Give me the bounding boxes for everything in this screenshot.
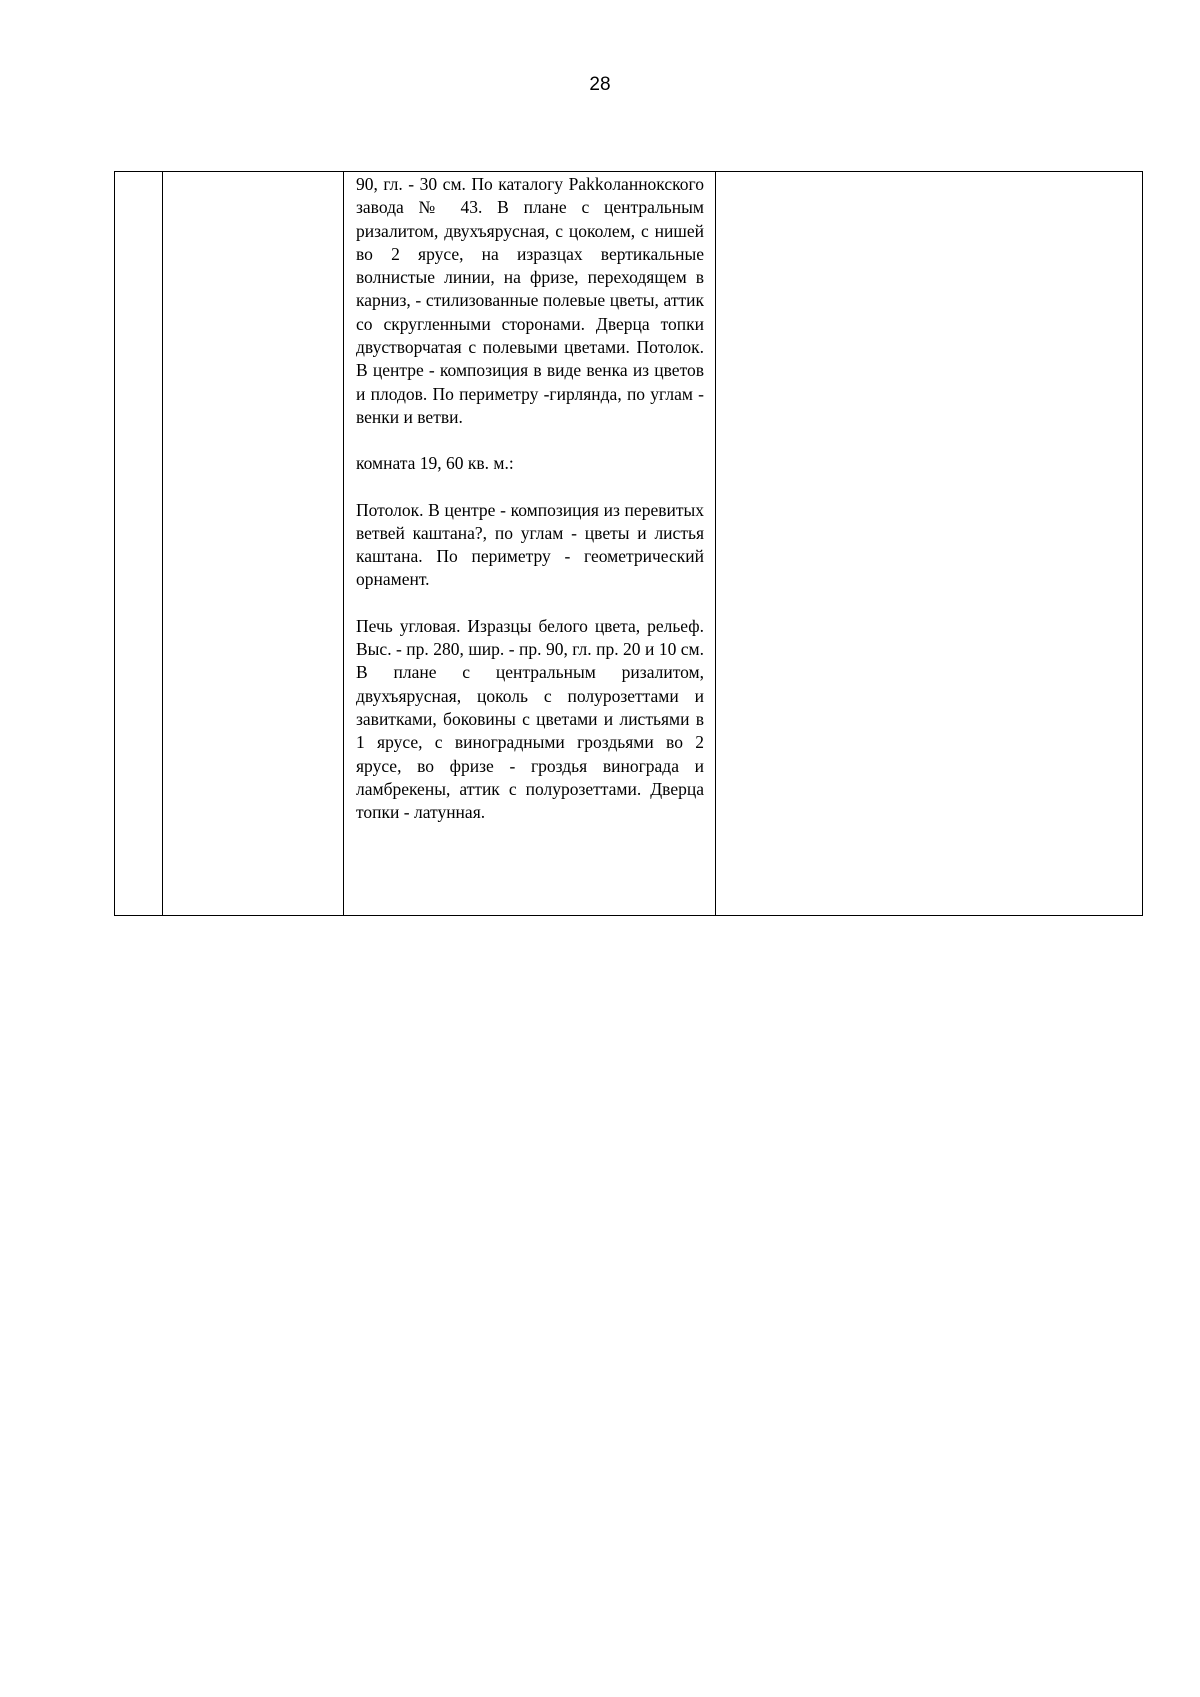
monument-description-table xyxy=(114,171,1143,916)
description-paragraph: Потолок. В центре - композиция из перевитых ветвей каштана?, по углам - цветы и листья каштана. По периметру - геометрический орнамент. xyxy=(356,499,704,590)
table-cell-name xyxy=(163,172,344,916)
table-cell-number xyxy=(115,172,163,916)
table-cell-notes xyxy=(716,172,1143,916)
table-cell-description xyxy=(344,172,716,916)
page-number: 28 xyxy=(589,74,611,95)
description-paragraph: комната 19, 60 кв. м.: xyxy=(356,453,514,474)
description-paragraph: 90, гл. - 30 см. По каталогу Рakkoланнокского завода № 43. В плане с центральным ризалитом, двухъярусная, с цоколем, с нишей во 2 ярусе, на изразцах вертикальные волнистые линии, на фризе, переходящем в карниз, - стилизованные полевые цветы, аттик со скругленными сторонами. Дверца топки двустворчатая с полевыми цветами. Потолок. В центре - композиция в виде венка из цветов и плодов. По периметру -гирлянда, по углам - венки и ветви. xyxy=(356,174,704,427)
description-paragraph: Печь угловая. Изразцы белого цвета, рельеф. Выс. - пр. 280, шир. - пр. 90, гл. пр. 20 и 10 см. В плане с центральным ризалитом, двухъярусная, цоколь с полурозеттами и завитками, боковины с цветами и листьями в 1 ярусе, с виноградными гроздьями во 2 ярусе, во фризе - гроздья винограда и ламбрекены, аттик с полурозеттами. Дверца топки - латунная. xyxy=(356,615,704,823)
table-row xyxy=(115,172,1143,916)
